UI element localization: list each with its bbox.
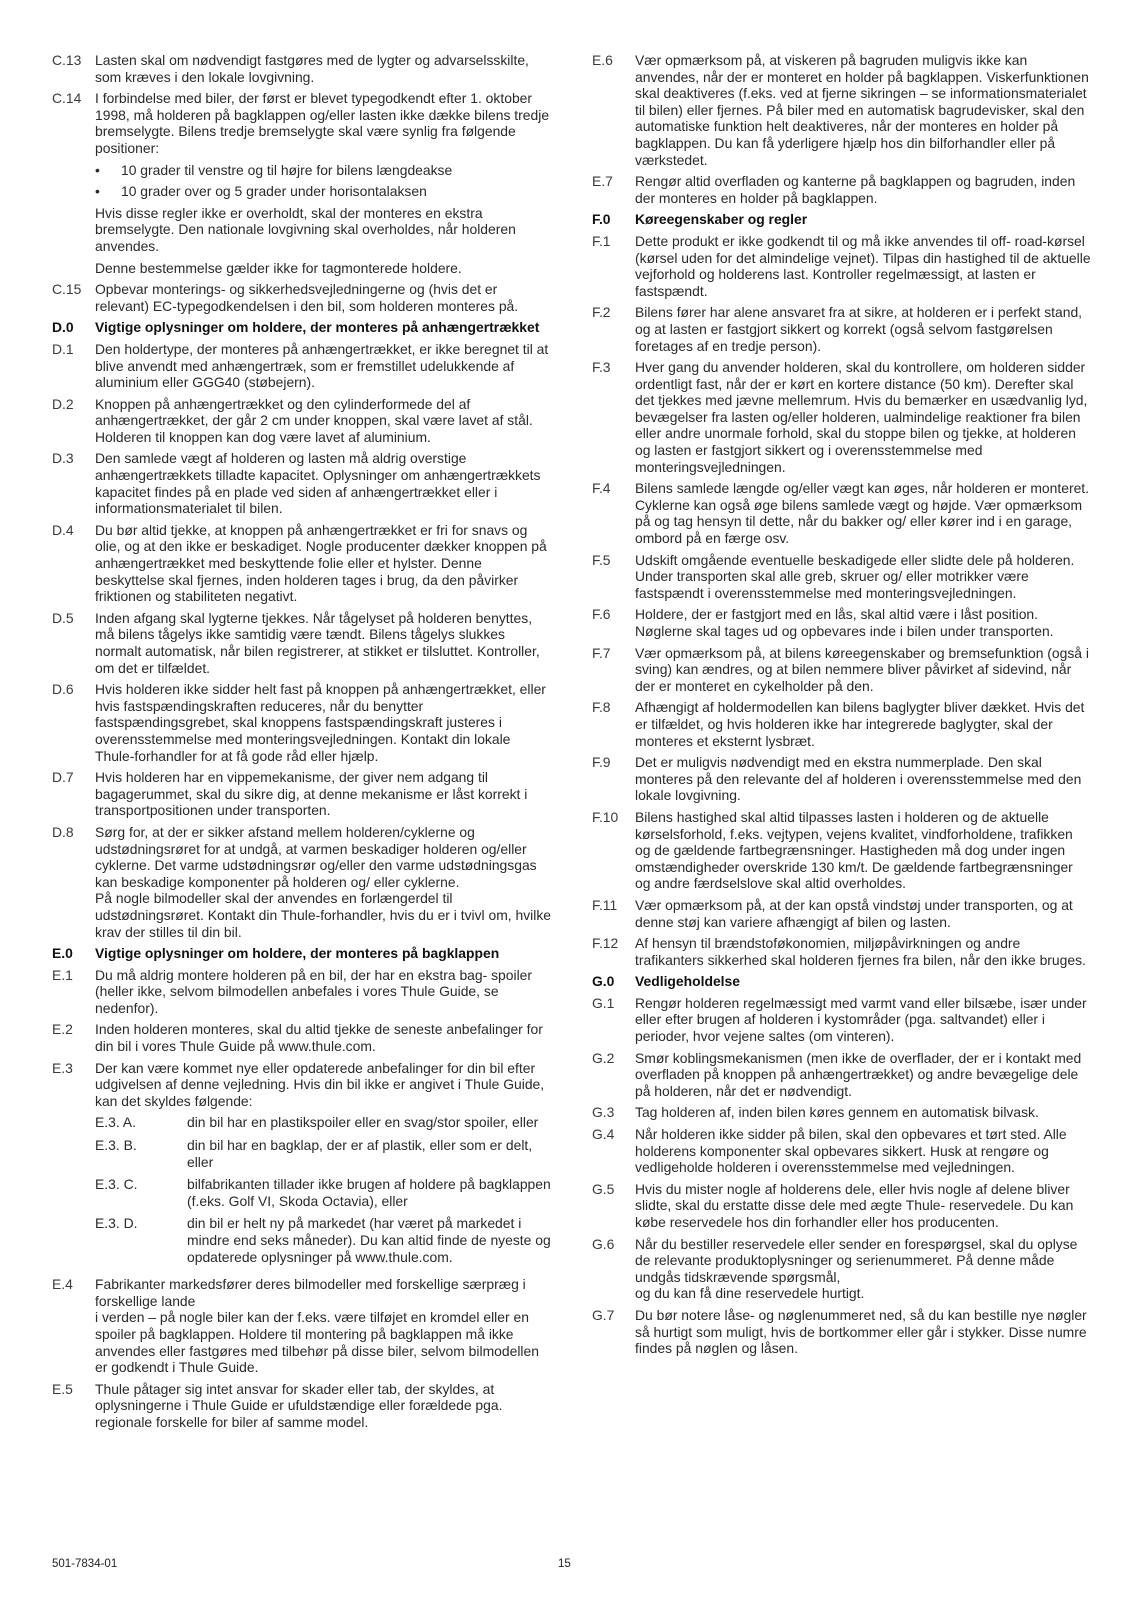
- clause-number: F.8: [592, 699, 611, 716]
- section-heading: [52, 945, 552, 962]
- clause-item: [592, 699, 1092, 749]
- paragraph: Afhængigt af holdermodellen kan bilens baglygter bliver dækket. Hvis det er tilfældet, og hvis holderen ikke har integrerede baglygter, skal der monteres et eksternt lysbræt.: [635, 699, 1085, 749]
- paragraph: Thule påtager sig intet ansvar for skader eller tab, der skyldes, at oplysningerne i Thule Guide er ufuldstændige eller forældede pga. regionale forskelle for biler af samme model.: [95, 1380, 503, 1430]
- clause-text: [635, 754, 1092, 804]
- clause-item: [52, 52, 552, 85]
- clause-item: [592, 552, 1092, 602]
- clause-item: [592, 359, 1092, 475]
- clause-number: G.3: [592, 1104, 615, 1121]
- clause-text: [635, 1050, 1092, 1100]
- clause-number: G.2: [592, 1049, 615, 1066]
- sub-clause-text: din bil har en bagklap, der er af plastik, eller som er delt, eller: [187, 1137, 533, 1170]
- paragraph: Vedligeholdelse: [635, 973, 740, 990]
- clause-text: [635, 809, 1092, 892]
- clause-number: D.3: [52, 450, 74, 467]
- clause-number: E.2: [52, 1021, 73, 1038]
- paragraph: Lasten skal om nødvendigt fastgøres med de lygter og advarselsskilte, som kræves i den lokale lovgivning.: [95, 52, 529, 85]
- clause-item: [592, 52, 1092, 168]
- paragraph: Vær opmærksom på, at bilens køreegenskaber og bremsefunktion (også i sving) kan ændres, og at bilen nemmere bliver påvirket af sidevind, når der er monteret en cykelholder på den.: [635, 644, 1089, 694]
- sub-clause-text: bilfabrikanten tillader ikke brugen af holdere på bagklappen (f.eks. Golf VI, Skoda Octavia), eller: [187, 1176, 551, 1209]
- bullet-icon: •: [95, 161, 100, 178]
- paragraph: Hvis disse regler ikke er overholdt, skal der monteres en ekstra bremselygte. Den nationale lovgivning skal overholdes, når holderen anvendes.: [95, 204, 516, 254]
- clause-text: [635, 52, 1092, 168]
- clause-number: F.6: [592, 606, 611, 623]
- clause-item: [52, 1276, 552, 1376]
- clause-text: [95, 281, 552, 314]
- clause-number: E.6: [592, 52, 613, 68]
- section-heading: [52, 319, 552, 336]
- sub-clause-number: E.3. A.: [95, 1114, 136, 1131]
- clause-item: [592, 809, 1092, 892]
- sub-clause: [95, 1137, 552, 1170]
- paragraph: Bilens samlede længde og/eller vægt kan øges, når holderen er monteret. Cyklerne kan også øge bilens samlede vægt og højde. Vær opmærksom på og tag hensyn til dette, når du bakker og/ eller kører ind i en garage, ombord på en færge osv.: [635, 480, 1090, 547]
- bullet-icon: •: [95, 183, 100, 200]
- sub-clause: [95, 1215, 552, 1265]
- clause-item: [52, 90, 552, 276]
- clause-text: [635, 935, 1092, 968]
- clause-number: G.5: [592, 1180, 615, 1197]
- paragraph: Rengør holderen regelmæssigt med varmt vand eller bilsæbe, især under eller efter brugen af holderen i kystområder (pga. saltvandet) eller i perioder, hvor vejene saltes (om vinteren).: [635, 994, 1087, 1045]
- clause-text: [95, 90, 552, 276]
- document-code: 501-7834-01: [52, 1558, 118, 1570]
- paragraph: Køreegenskaber og regler: [635, 211, 808, 228]
- clause-number: F.1: [592, 232, 611, 249]
- clause-number: D.4: [52, 521, 74, 538]
- clause-text: [635, 897, 1092, 930]
- paragraph: Inden afgang skal lygterne tjekkes. Når tågelyset på holderen benyttes, må bilens tågelys ikke samtidig være tændt. Bilens tågelys slukkes normalt automatisk, når bilen registrerer, at stikket er tilsluttet. Kontroller, om det er tilfældet.: [95, 609, 540, 676]
- paragraph: Hver gang du anvender holderen, skal du kontrollere, om holderen sidder ordentligt fast, når der er kørt en kortere distance (50 km). Derefter skal det tjekkes med jævne mellemrum. Hvis du bemærker en usædvanlig lyd, bevægelser fra lasten og/eller holderen, ualmindelige reaktioner fra bilen eller andre unormale forhold, skal du stoppe bilen og tjekke, at holderen og lasten er fastgjort sikkert og i overensstemmelse med monteringsvejledningen.: [635, 359, 1088, 475]
- clause-number: D.0: [52, 319, 74, 336]
- clause-number: G.7: [592, 1306, 615, 1323]
- clause-number: C.15: [52, 281, 82, 298]
- right-column: [592, 52, 1092, 1362]
- clause-number: F.7: [592, 644, 611, 661]
- clause-item: [52, 1060, 552, 1272]
- clause-item: [52, 281, 552, 314]
- clause-text: [635, 359, 1092, 475]
- sub-clause-text: din bil har en plastikspoiler eller en svag/stor spoiler, eller: [187, 1114, 539, 1131]
- clause-number: D.8: [52, 823, 74, 840]
- sub-clause: [95, 1114, 552, 1131]
- clause-text: [635, 1236, 1092, 1302]
- clause-number: E.1: [52, 966, 73, 983]
- clause-number: F.4: [592, 480, 611, 497]
- clause-text: [95, 769, 552, 819]
- paragraph: Den holdertype, der monteres på anhængertrækket, er ikke beregnet til at blive anvendt med anhængertræk, som er fremstillet udelukkende af aluminium eller GGG40 (støbejern).: [95, 340, 549, 391]
- paragraph: Du bør altid tjekke, at knoppen på anhængertrækket er fri for snavs og olie, og at den ikke er beskadiget. Nogle producenter dækker knoppen på anhængertrækket med beskyttende folie eller et hylster. Denne beskyttelse skal fjernes, inden holderen tages i brug, da den påvirker friktionen og stabiliteten negativt.: [95, 521, 547, 605]
- paragraph: Holdere, der er fastgjort med en lås, skal altid være i låst position. Nøglerne skal tages ud og opbevares inde i bilen under transporten.: [635, 606, 1054, 639]
- clause-text: [95, 341, 552, 391]
- page-number: 15: [558, 1558, 571, 1570]
- bullet-text: 10 grader over og 5 grader under horisontalaksen: [121, 183, 427, 200]
- paragraph: Rengør altid overfladen og kanterne på bagklappen og bagruden, inden der monteres en holder på bagklappen.: [635, 173, 1076, 206]
- clause-number: G.0: [592, 973, 615, 990]
- clause-text: [635, 173, 1092, 206]
- clause-text: [635, 480, 1092, 546]
- clause-text: [635, 552, 1092, 602]
- clause-text: [635, 1104, 1092, 1121]
- clause-item: [52, 450, 552, 516]
- paragraph: Sørg for, at der er sikker afstand mellem holderen/cyklerne og udstødningsrøret for at undgå, at varmen beskadiger holderen og/eller cyklerne. Det varme udstødningsrør og/eller den varme udstødningsgas kan beskadige komponenter på holderen og/ eller cyklerne. På nogle bilmodeller skal der anvendes en forlængerdel til udstødningsrøret. Kontakt din Thule-forhandler, hvis du er i tvivl om, hvilke krav der stilles til din bil.: [95, 823, 552, 940]
- clause-text: [635, 211, 1092, 228]
- clause-number: F.3: [592, 359, 611, 376]
- paragraph: Hvis holderen har en vippemekanisme, der giver nem adgang til bagagerummet, skal du sikre dig, at denne mekanisme er låst korrekt i transportpositionen under transporten.: [95, 769, 528, 819]
- clause-text: [635, 233, 1092, 299]
- clause-number: F.2: [592, 304, 611, 321]
- paragraph: Vær opmærksom på, at viskeren på bagruden muligvis ikke kan anvendes, når der er monteret en holder på bagklappen. Viskerfunktionen skal deaktiveres (f.eks. ved at fjerne sikringen – se informationsmaterialet til bilen) eller fjernes. På biler med en automatisk bagrudevisker, skal den automatiske funktion helt deaktiveres, når der monteres en holder på bagklappen. Du kan få yderligere hjælp hos din bilforhandler eller på værkstedet.: [635, 52, 1089, 168]
- clause-item: [592, 935, 1092, 968]
- clause-text: [95, 396, 552, 446]
- bullet-item: [95, 183, 552, 200]
- clause-item: [592, 1307, 1092, 1357]
- paragraph: Af hensyn til brændstoføkonomien, miljøpåvirkningen og andre trafikanters sikkerhed skal holderen fjernes fra bilen, når den ikke bruges.: [635, 935, 1086, 968]
- paragraph: Vær opmærksom på, at der kan opstå vindstøj under transporten, og at denne støj kan variere afhængigt af bilen og lasten.: [635, 896, 1073, 930]
- clause-item: [592, 995, 1092, 1045]
- clause-number: F.9: [592, 754, 611, 771]
- clause-number: G.1: [592, 994, 615, 1011]
- clause-number: E.4: [52, 1276, 73, 1293]
- sub-clause-text: din bil er helt ny på markedet (har været på markedet i mindre end seks måneder). Du kan altid finde de nyeste og opdaterede oplysninger på www.thule.com.: [187, 1215, 551, 1265]
- paragraph: Inden holderen monteres, skal du altid tjekke de seneste anbefalinger for din bil i vores Thule Guide på www.thule.com.: [95, 1021, 543, 1055]
- paragraph: Du må aldrig montere holderen på en bil, der har en ekstra bag- spoiler (heller ikke, selvom bilmodellen anbefales i vores Thule Guide, se nedenfor).: [95, 966, 533, 1016]
- clause-text: [635, 304, 1092, 354]
- clause-text: [635, 1126, 1092, 1176]
- clause-item: [592, 1126, 1092, 1176]
- clause-item: [52, 1381, 552, 1431]
- paragraph: Opbevar monterings- og sikkerhedsvejledningerne og (hvis det er relevant) EC-typegodkendelsen i den bil, som holderen monteres på.: [95, 281, 519, 314]
- clause-text: [95, 52, 552, 85]
- paragraph: Når du bestiller reservedele eller sender en forespørgsel, skal du oplyse de relevante produktoplysninger og serienummeret. På denne måde undgås tidskrævende spørgsmål, og du kan få dine reservedele hurtigt.: [635, 1235, 1078, 1302]
- clause-item: [592, 645, 1092, 695]
- clause-number: F.5: [592, 551, 611, 568]
- clause-number: E.5: [52, 1380, 73, 1397]
- clause-item: [592, 1104, 1092, 1121]
- sub-clause-number: E.3. D.: [95, 1215, 138, 1232]
- paragraph: Knoppen på anhængertrækket og den cylinderformede del af anhængertrækket, der går 2 cm under knoppen, skal være lavet af stål. Holderen til knoppen kan dog være lavet af aluminium.: [95, 395, 533, 445]
- clause-item: [52, 769, 552, 819]
- paragraph: Hvis holderen ikke sidder helt fast på knoppen på anhængertrækket, eller hvis fastspændingskraften reduceres, når du benytter fastspændingsgrebet, skal knoppens fastspændingskraft justeres i overensstemmelse med monteringsvejledningen. Kontakt din lokale Thule-forhandler for at få gode råd eller hjælp.: [95, 681, 546, 764]
- clause-number: D.5: [52, 609, 74, 626]
- paragraph: Tag holderen af, inden bilen køres gennem en automatisk bilvask.: [635, 1104, 1039, 1121]
- clause-number: F.12: [592, 935, 619, 952]
- sub-clause-number: E.3. C.: [95, 1176, 138, 1193]
- clause-text: [635, 1307, 1092, 1357]
- clause-item: [592, 233, 1092, 299]
- clause-text: [95, 824, 552, 940]
- clause-text: [635, 973, 1092, 990]
- clause-number: D.7: [52, 769, 74, 786]
- paragraph: Vigtige oplysninger om holdere, der monteres på anhængertrækket: [95, 319, 540, 336]
- paragraph: Vigtige oplysninger om holdere, der monteres på bagklappen: [95, 945, 500, 962]
- clause-item: [592, 1236, 1092, 1302]
- clause-number: E.0: [52, 945, 73, 962]
- clause-text: [635, 606, 1092, 639]
- clause-item: [592, 1050, 1092, 1100]
- clause-text: [95, 522, 552, 605]
- clause-text: [95, 1060, 552, 1272]
- clause-number: E.7: [592, 173, 613, 190]
- clause-item: [52, 967, 552, 1017]
- clause-number: D.2: [52, 395, 74, 412]
- clause-text: [635, 645, 1092, 695]
- clause-item: [592, 897, 1092, 930]
- clause-text: [95, 610, 552, 676]
- clause-number: D.1: [52, 340, 74, 357]
- clause-text: [635, 995, 1092, 1045]
- paragraph: Der kan være kommet nye eller opdaterede anbefalinger for din bil efter udgivelsen af denne vejledning. Hvis din bil ikke er angivet i Thule Guide, kan det skyldes følgende:: [95, 1059, 545, 1109]
- sub-clause: [95, 1176, 552, 1209]
- clause-item: [52, 341, 552, 391]
- clause-text: [635, 1181, 1092, 1231]
- clause-text: [95, 967, 552, 1017]
- clause-text: [95, 319, 552, 336]
- paragraph: Udskift omgående eventuelle beskadigede eller slidte dele på holderen. Under transporten skal alle greb, skruer og/ eller motrikker være fastspændt i overensstemmelse med monteringsvejledningen.: [635, 551, 1075, 601]
- clause-text: [95, 945, 552, 962]
- clause-text: [95, 1021, 552, 1054]
- bullet-text: 10 grader til venstre og til højre for bilens længdeakse: [121, 161, 453, 178]
- clause-text: [95, 1381, 552, 1431]
- clause-number: G.6: [592, 1235, 615, 1252]
- clause-item: [592, 480, 1092, 546]
- paragraph: Hvis du mister nogle af holderens dele, eller hvis nogle af delene bliver slidte, skal du erstatte disse dele med ægte Thule- reservedele. Du kan købe reservedele hos din forhandler eller hos producenten.: [635, 1180, 1074, 1230]
- clause-item: [52, 681, 552, 764]
- section-heading: [592, 973, 1092, 990]
- clause-number: F.10: [592, 808, 619, 825]
- paragraph: Bilens fører har alene ansvaret fra at sikre, at holderen er i perfekt stand, og at lasten er fastgjort sikkert og korrekt (også selvom fastgørelsen foretages af en tredje person).: [635, 304, 1083, 354]
- paragraph: Den samlede vægt af holderen og lasten må aldrig overstige anhængertrækkets tilladte kapacitet. Oplysninger om anhængertrækkets kapacitet findes på en plade ved siden af anhængertrækket eller i informationsmaterialet til bilen.: [95, 450, 541, 517]
- clause-number: G.4: [592, 1126, 615, 1143]
- paragraph: Denne bestemmelse gælder ikke for tagmonterede holdere.: [95, 259, 462, 276]
- clause-number: F.0: [592, 211, 611, 228]
- clause-item: [592, 606, 1092, 639]
- clause-number: C.13: [52, 52, 82, 68]
- clause-number: E.3: [52, 1059, 73, 1076]
- paragraph: Det er muligvis nødvendigt med en ekstra nummerplade. Den skal monteres på den relevante del af holderen i overensstemmelse med den lokale lovgivning.: [635, 754, 1082, 804]
- bullet-list: [95, 162, 552, 200]
- clause-item: [592, 304, 1092, 354]
- clause-number: D.6: [52, 681, 74, 698]
- paragraph: Smør koblingsmekanismen (men ikke de overflader, der er i kontakt med overfladen på knoppen på anhængertrækket) og andre bevægelige dele på holderen, når det er nødvendigt.: [635, 1049, 1082, 1099]
- paragraph: Dette produkt er ikke godkendt til og må ikke anvendes til off- road-kørsel (kørsel uden for det almindelige vejnet). Tilpas din hastighed til de aktuelle vejforhold og holderens last. Kontroller regelmæssigt, at lasten er fastspændt.: [635, 232, 1091, 299]
- clause-text: [635, 699, 1092, 749]
- clause-item: [52, 396, 552, 446]
- clause-item: [52, 522, 552, 605]
- clause-item: [52, 1021, 552, 1054]
- clause-item: [52, 824, 552, 940]
- section-heading: [592, 211, 1092, 228]
- paragraph: I forbindelse med biler, der først er blevet typegodkendt efter 1. oktober 1998, må holderen på bagklappen og/eller lasten ikke dække bilens tredje bremselygte. Bilens tredje bremselygte skal være synlig fra følgende positioner:: [95, 90, 550, 156]
- clause-item: [52, 610, 552, 676]
- paragraph: Bilens hastighed skal altid tilpasses lasten i holderen og de aktuelle kørselsforhold, f.eks. vejtypen, vejens kvalitet, vindforholdene, trafikken og de gældende fartbegrænsninger. Hastigheden må dog under ingen omstændigheder overskride 130 km/t. De gældende fartbegrænsninger og andre færdselslove skal altid overholdes.: [635, 808, 1073, 892]
- sub-clause-number: E.3. B.: [95, 1137, 137, 1154]
- clause-text: [95, 1276, 552, 1376]
- clause-number: F.11: [592, 896, 618, 913]
- clause-text: [95, 681, 552, 764]
- clause-number: C.14: [52, 90, 82, 107]
- paragraph: Fabrikanter markedsfører deres bilmodeller med forskellige særpræg i forskellige lande i verden – på nogle biler kan der f.eks. være tilføjet en kromdel eller en spoiler på bagklappen. Holdere til montering på bagklappen må ikke anvendes eller fastgøres med tilbehør på disse biler, selvom bilmodellen er godkendt i Thule Guide.: [95, 1276, 539, 1376]
- clause-item: [592, 754, 1092, 804]
- paragraph: Når holderen ikke sidder på bilen, skal den opbevares et tørt sted. Alle holderens komponenter skal opbevares sikkert. Husk at rengøre og vedligeholde holderen i overensstemmelse med vejledningen.: [635, 1126, 1067, 1176]
- bullet-item: [95, 162, 552, 179]
- clause-text: [95, 450, 552, 516]
- clause-item: [592, 1181, 1092, 1231]
- clause-item: [592, 173, 1092, 206]
- left-column: [52, 52, 552, 1436]
- paragraph: Du bør notere låse- og nøglenummeret ned, så du kan bestille nye nøgler så hurtigt som muligt, hvis de bortkommer eller går i stykker. Disse numre findes på nøglen og låsen.: [635, 1306, 1087, 1357]
